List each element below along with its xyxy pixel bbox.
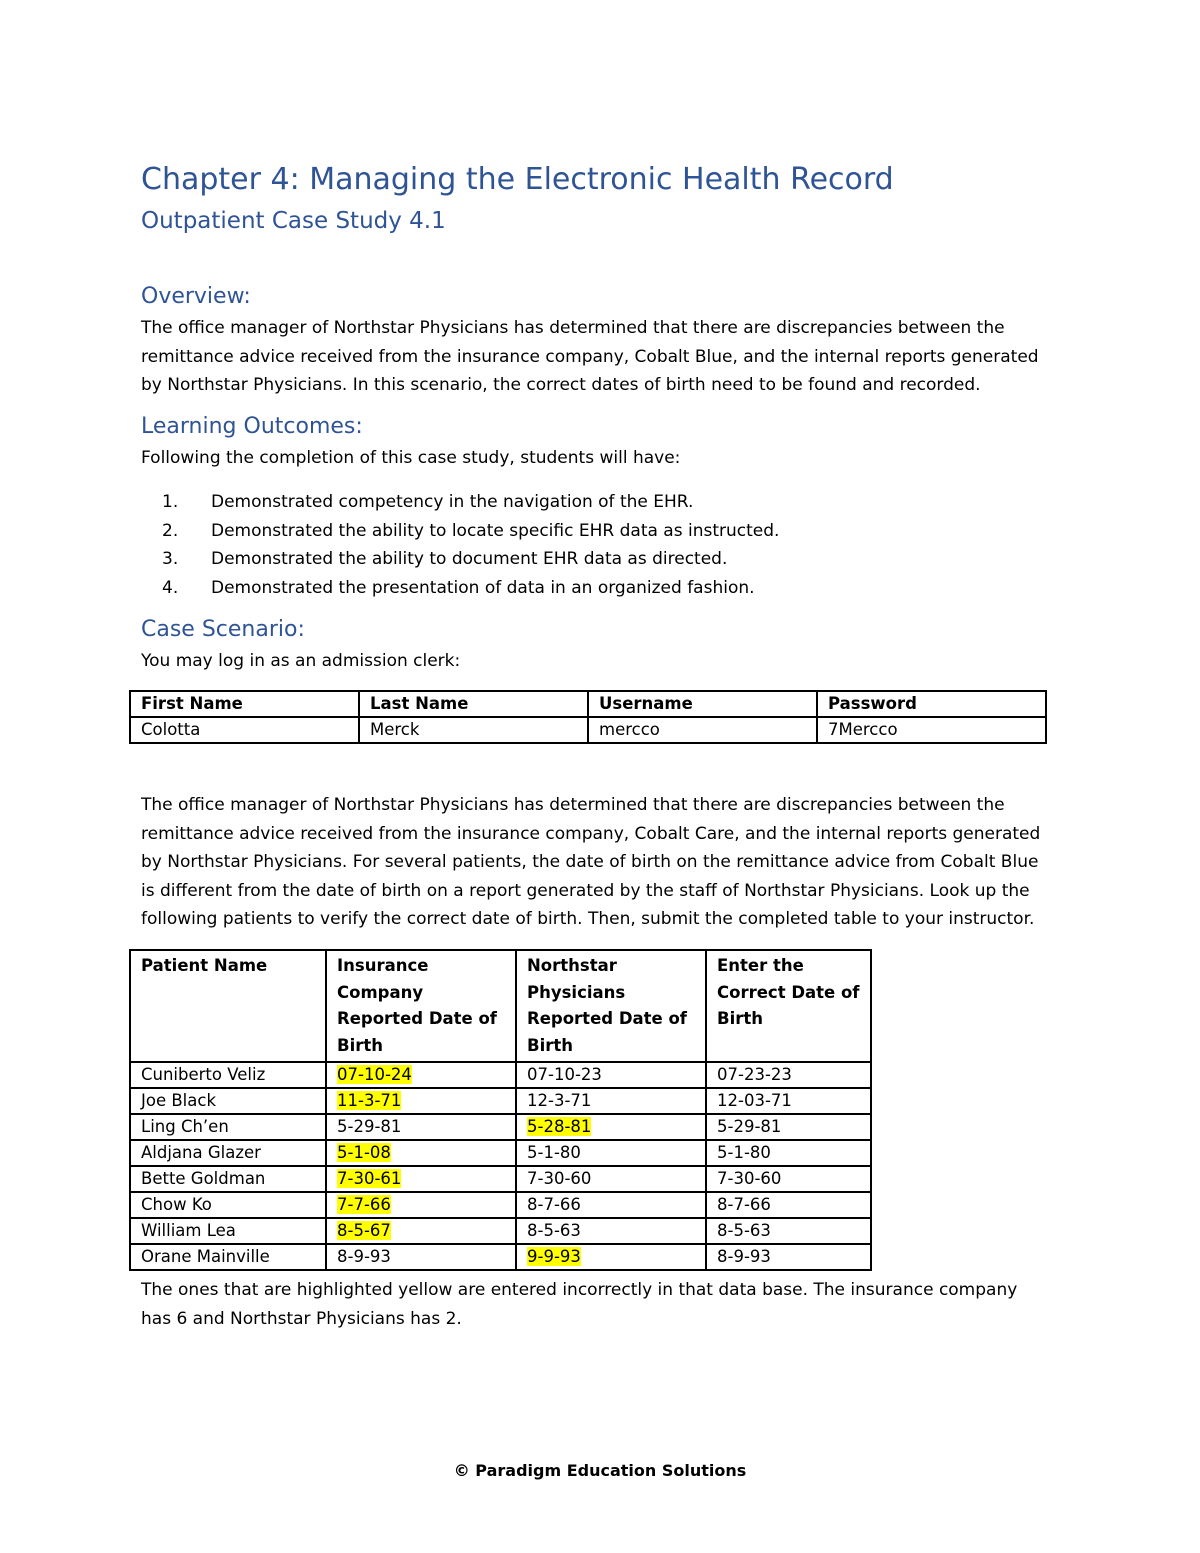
correct-dob-cell: 8-5-63 (706, 1218, 871, 1244)
highlighted-value: 5-1-08 (337, 1143, 391, 1162)
correct-dob-cell: 7-30-60 (706, 1166, 871, 1192)
header-line: Northstar (527, 956, 617, 975)
northstar-dob-cell (516, 1244, 706, 1270)
highlighted-value: 11-3-71 (337, 1091, 402, 1110)
highlighted-value: 07-10-24 (337, 1065, 412, 1084)
scenario-line: following patients to verify the correct date of birth. Then, submit the completed table to your instructor. (141, 909, 1035, 929)
table-header-row (130, 950, 871, 1062)
scenario-line: is different from the date of birth on a report generated by the staff of Northstar Physicians. Look up the (141, 880, 1030, 901)
list-number: 2. (162, 520, 179, 541)
insurance-dob-cell: 8-9-93 (326, 1244, 516, 1270)
table-header-cell: First Name (130, 691, 359, 717)
list-item (141, 574, 779, 603)
patient-name-cell: Chow Ko (130, 1192, 326, 1218)
table-header-cell: Username (588, 691, 817, 717)
insurance-dob-cell (326, 1140, 516, 1166)
page-subtitle: Outpatient Case Study 4.1 (141, 208, 446, 234)
table-row (130, 1244, 871, 1270)
patient-name-cell: Bette Goldman (130, 1166, 326, 1192)
note-paragraph (141, 1276, 1071, 1333)
scenario-heading: Case Scenario: (141, 617, 305, 642)
list-number: 1. (162, 492, 179, 512)
table-cell: mercco (588, 717, 817, 743)
header-line: Enter the (717, 956, 804, 975)
northstar-dob-cell: 12-3-71 (516, 1088, 706, 1114)
correct-dob-cell: 8-9-93 (706, 1244, 871, 1270)
header-patient-name (130, 950, 326, 1062)
highlighted-value: 7-7-66 (337, 1195, 391, 1214)
insurance-dob-cell (326, 1192, 516, 1218)
insurance-dob-cell (326, 1166, 516, 1192)
header-insurance-dob (326, 950, 516, 1062)
header-line: Insurance (337, 956, 429, 975)
scenario-intro: You may log in as an admission clerk: (141, 651, 461, 671)
northstar-dob-cell: 5-1-80 (516, 1140, 706, 1166)
note-line: has 6 and Northstar Physicians has 2. (141, 1308, 462, 1329)
overview-heading: Overview: (141, 284, 251, 309)
header-line: Birth (527, 1035, 574, 1055)
header-line: Patient Name (141, 956, 268, 975)
scenario-paragraph (141, 791, 1071, 934)
northstar-dob-cell: 8-7-66 (516, 1192, 706, 1218)
note-line: The ones that are highlighted yellow are entered incorrectly in that data base. The insurance company (141, 1280, 1018, 1300)
scenario-line: remittance advice received from the insurance company, Cobalt Care, and the internal reports generated (141, 823, 1041, 844)
patient-name-cell: Aldjana Glazer (130, 1140, 326, 1166)
northstar-dob-cell: 8-5-63 (516, 1218, 706, 1244)
correct-dob-cell: 5-29-81 (706, 1114, 871, 1140)
table-cell: Colotta (130, 717, 359, 743)
table-row (130, 1192, 871, 1218)
highlighted-value: 7-30-61 (337, 1169, 402, 1188)
table-row (130, 1166, 871, 1192)
northstar-dob-cell: 07-10-23 (516, 1062, 706, 1088)
list-text: Demonstrated competency in the navigation of the EHR. (211, 492, 694, 512)
northstar-dob-cell (516, 1114, 706, 1140)
login-table (129, 690, 1047, 744)
northstar-dob-cell: 7-30-60 (516, 1166, 706, 1192)
table-row (130, 1062, 871, 1088)
highlighted-value: 9-9-93 (527, 1247, 581, 1266)
page-title: Chapter 4: Managing the Electronic Health Record (141, 162, 894, 197)
overview-line: by Northstar Physicians. In this scenario, the correct dates of birth need to be found and recorded. (141, 375, 981, 395)
scenario-line: The office manager of Northstar Physicians has determined that there are discrepancies between the (141, 795, 1005, 815)
list-item (141, 517, 779, 546)
header-correct-dob (706, 950, 871, 1062)
outcomes-intro: Following the completion of this case study, students will have: (141, 448, 681, 468)
overview-line: remittance advice received from the insurance company, Cobalt Blue, and the internal reports generated (141, 346, 1039, 367)
patient-name-cell: Cuniberto Veliz (130, 1062, 326, 1088)
correct-dob-cell: 12-03-71 (706, 1088, 871, 1114)
highlighted-value: 5-28-81 (527, 1117, 592, 1136)
header-line: Birth (337, 1035, 384, 1055)
patient-name-cell: Orane Mainville (130, 1244, 326, 1270)
table-row (130, 717, 1046, 743)
table-header-cell: Last Name (359, 691, 588, 717)
correct-dob-cell: 8-7-66 (706, 1192, 871, 1218)
scenario-line: by Northstar Physicians. For several patients, the date of birth on the remittance advice from Cobalt Blue (141, 852, 1039, 872)
header-line: Reported Date of (527, 1009, 687, 1028)
list-item (141, 488, 779, 517)
copyright-footer: © Paradigm Education Solutions (453, 1461, 747, 1480)
insurance-dob-cell: 5-29-81 (326, 1114, 516, 1140)
table-row (130, 1218, 871, 1244)
overview-paragraph (141, 314, 1071, 400)
table-row (130, 1140, 871, 1166)
header-northstar-dob (516, 950, 706, 1062)
insurance-dob-cell (326, 1088, 516, 1114)
table-cell: 7Mercco (817, 717, 1046, 743)
patient-name-cell: Joe Black (130, 1088, 326, 1114)
table-cell: Merck (359, 717, 588, 743)
correct-dob-cell: 5-1-80 (706, 1140, 871, 1166)
list-number: 4. (162, 577, 179, 598)
header-line: Reported Date of (337, 1009, 497, 1028)
dob-table (129, 949, 872, 1271)
overview-line: The office manager of Northstar Physicians has determined that there are discrepancies between the (141, 318, 1005, 338)
table-row (130, 1088, 871, 1114)
list-text: Demonstrated the ability to document EHR data as directed. (211, 549, 728, 569)
header-line: Company (337, 982, 424, 1002)
header-line: Correct Date of (717, 982, 860, 1002)
patient-name-cell: Ling Ch’en (130, 1114, 326, 1140)
outcomes-list (141, 488, 779, 602)
table-row (130, 1114, 871, 1140)
correct-dob-cell: 07-23-23 (706, 1062, 871, 1088)
patient-name-cell: William Lea (130, 1218, 326, 1244)
highlighted-value: 8-5-67 (337, 1221, 391, 1240)
header-line: Birth (717, 1009, 764, 1028)
list-number: 3. (162, 549, 179, 569)
header-line: Physicians (527, 982, 626, 1002)
table-header-row (130, 691, 1046, 717)
list-text: Demonstrated the presentation of data in an organized fashion. (211, 577, 755, 598)
insurance-dob-cell (326, 1218, 516, 1244)
insurance-dob-cell (326, 1062, 516, 1088)
list-text: Demonstrated the ability to locate specific EHR data as instructed. (211, 520, 780, 541)
outcomes-heading: Learning Outcomes: (141, 414, 363, 439)
list-item (141, 545, 779, 574)
table-header-cell: Password (817, 691, 1046, 717)
